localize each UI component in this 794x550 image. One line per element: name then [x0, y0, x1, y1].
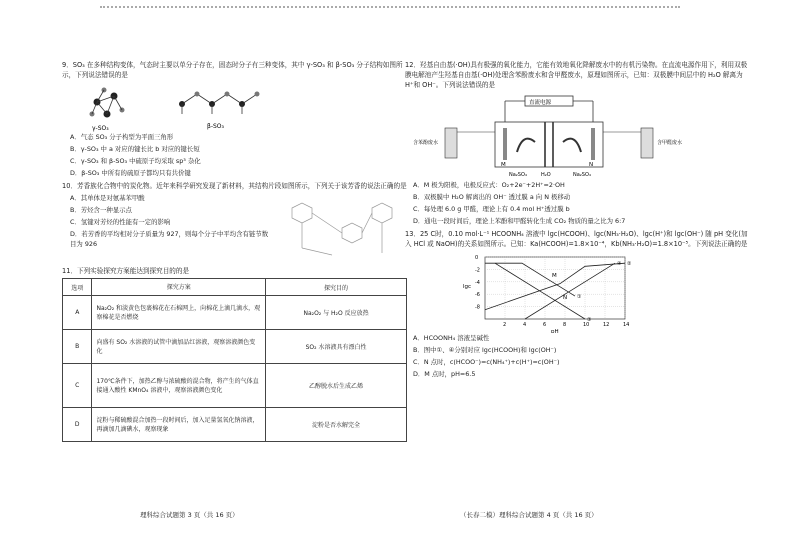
q13-option-d: D．M 点时，pH=6.5	[413, 370, 476, 378]
right-tank	[641, 128, 653, 158]
q9-option-c: C．γ-SO₃ 和 β-SO₃ 中硫原子均采取 sp³ 杂化	[70, 157, 201, 165]
left-solution-label: Na₂SO₄	[509, 172, 527, 178]
q13-option-b: B．图中①、④分别对应 lgc(HCOOH)和 lgc(OH⁻)	[413, 346, 557, 354]
q11-table	[62, 278, 407, 442]
q11-stem: 11．下列实验探究方案能达到探究目的的是	[62, 267, 190, 275]
x-tick-label: 2	[503, 322, 507, 328]
series-line	[495, 263, 585, 319]
series-label: ③	[587, 317, 592, 323]
row-c-goal: 乙醇脱水后生成乙烯	[266, 364, 407, 408]
x-tick-label: 6	[543, 322, 547, 328]
left-tank	[445, 128, 457, 158]
y-tick-label: -2	[475, 267, 480, 274]
gamma-so3-figure	[90, 88, 125, 133]
electrode-n-label: N	[589, 162, 594, 168]
footer-left: 理科综合试题第 3 页（共 16 页）	[140, 511, 239, 519]
plot-frame	[485, 257, 625, 319]
q10-body	[62, 193, 407, 263]
table-row	[63, 330, 407, 364]
y-axis-label: lgc	[463, 284, 472, 290]
q10-option-b: B．芳烃含一种显示点	[70, 206, 132, 214]
y-tick-label: -8	[475, 304, 480, 311]
series-label: ②	[627, 261, 632, 268]
y-tick-label: 0	[475, 255, 479, 261]
table-row	[63, 364, 407, 408]
row-b-plan: 向盛有 SO₂ 水溶液的试管中滴加品红溶液，观察溶液颜色变化	[92, 330, 266, 364]
q12-diagram	[405, 92, 750, 180]
y-tick-label: -4	[475, 279, 480, 286]
electrode-n	[591, 128, 595, 160]
right-solution-label: Na₂SO₄	[573, 172, 591, 178]
x-tick-label: 10	[583, 322, 590, 328]
row-a-key: A	[63, 296, 92, 330]
row-d-plan: 淀粉与稀硫酸混合加热一段时间后，加入足量氢氧化钠溶液，再滴加几滴碘水，观察现象	[92, 408, 266, 442]
series-line	[485, 263, 575, 296]
beta-so3-figure	[179, 92, 260, 131]
q9-option-d: D．β-SO₃ 中所有的硫原子都均只有共价键	[70, 169, 191, 177]
table-header-goal: 探究目的	[266, 279, 407, 296]
series-label: ①	[577, 294, 582, 301]
h2o-label: H₂O	[541, 172, 551, 178]
q13-option-c: C．N 点时，c(HCOO⁻)=c(NH₄⁺)+c(H⁺)=c(OH⁻)	[413, 358, 560, 366]
page-top-edge	[100, 0, 680, 8]
q10-option-d: D．若芳香的平均相对分子质量为 927，则每个分子中平均含有链节数目为 926	[70, 230, 269, 248]
cell-body	[495, 122, 603, 167]
point-m-label: M	[552, 272, 557, 279]
q10-options	[62, 193, 272, 263]
gamma-so3-label: γ-SO₃	[92, 125, 109, 132]
table-row	[63, 296, 407, 330]
x-tick-label: 14	[623, 322, 630, 328]
row-b-key: B	[63, 330, 92, 364]
row-a-plan: Na₂O₂ 和淡黄色包裹棉花在石棉网上，向棉花上滴几滴水，观察棉花是否燃烧	[92, 296, 266, 330]
q9-option-a: A．气态 SO₃ 分子构型为平面三角形	[70, 133, 174, 141]
row-c-plan: 170℃条件下，加热乙醇与浓硫酸的混合物，将产生的气体直接通入酸性 KMnO₄ 溶液中，观察溶液颜色变化	[92, 364, 266, 408]
so3-structures-figure	[62, 82, 312, 132]
q13-option-a: A．HCOONH₄ 溶液呈碱性	[413, 334, 490, 342]
right-column	[405, 60, 750, 381]
right-flow-arrow	[563, 139, 581, 152]
q10-option-c: C．氢键对芳烃的性能有一定的影响	[70, 218, 171, 226]
point-n-label: N	[563, 295, 568, 302]
q13-line-chart	[405, 251, 750, 333]
q9-option-b: B．γ-SO₃ 中 a 对应的键长比 b 对应的键长短	[70, 145, 200, 153]
q10-stem: 10．芳香族化合物中的炭化物。近年来科学研究发现了新材料，其结构片段如图所示，下列关于该芳香的说法正确的是	[62, 182, 407, 190]
x-tick-label: 8	[563, 322, 567, 328]
power-supply-label: 直流电源	[529, 100, 552, 106]
q12-stem: 12．羟基自由基(·OH)具有极强的氧化能力，它能有效地氧化降解废水中的有机污染物。在直流电源作用下，利用双极膜电解池产生羟基自由基(·OH)处理含苯酚废水和含甲醛废水，原理如图所示，已知：双极膜中间层中的 H₂O 解离为 H⁺和 OH⁻。下列说法错误的是	[405, 61, 748, 89]
electrode-m	[503, 128, 507, 160]
q13-chart	[405, 251, 750, 333]
left-feed-label: 含苯酚废水	[413, 140, 439, 146]
row-d-key: D	[63, 408, 92, 442]
x-tick-label: 12	[603, 322, 610, 328]
footer-right: （长春二模）理科综合试题第 4 页（共 16 页）	[460, 511, 598, 519]
row-c-key: C	[63, 364, 92, 408]
q12-option-d: D．通电一段时间后，理论上苯酚和甲醛转化生成 CO₂ 物质的量之比为 6:7	[413, 217, 626, 225]
q13-stem: 13．25 C时，0.10 mol·L⁻¹ HCOONH₄ 溶液中 lgc(HCOOH)、lgc(NH₃·H₂O)、lgc(H⁺)和 lgc(OH⁻) 随 pH 变化(加入 HCl 或 NaOH)的关系如图所示。已知：Ka(HCOOH)=1.8×10⁻⁴，Kb(NH₃·H₂O)=1.8×10⁻⁵。下列说法正确的是	[405, 230, 748, 248]
beta-so3-label: β-SO₃	[207, 123, 224, 130]
q9-stem: 9．SO₃ 在多种结构变体，气态时主要以单分子存在，固态时分子有三种变体，其中 γ-SO₃ 和 β-SO₃ 分子结构如图所示，下列说法错误的是	[62, 61, 403, 79]
x-axis-label: pH	[551, 329, 559, 333]
electrode-m-label: M	[501, 162, 506, 168]
q10-option-a: A．其单体是对氨基苯甲酸	[70, 194, 145, 202]
polymer-structure-figure	[272, 193, 402, 263]
q12-option-a: A．M 极为阳极，电极反应式：O₂+2e⁻+2H⁺=2·OH	[413, 181, 565, 189]
row-a-goal: Na₂O₂ 与 H₂O 反应放热	[266, 296, 407, 330]
left-column	[62, 60, 407, 442]
electrolysis-cell-figure	[405, 92, 750, 180]
table-row	[63, 408, 407, 442]
x-tick-label: 4	[523, 322, 527, 328]
row-b-goal: SO₂ 水溶液具有漂白性	[266, 330, 407, 364]
table-header-option: 选项	[63, 279, 92, 296]
q12-option-b: B．双极膜中 H₂O 解离出的 OH⁻ 透过膜 a 向 N 极移动	[413, 193, 571, 201]
q9-structures	[62, 82, 407, 132]
series-label: ④	[617, 261, 622, 268]
right-feed-label: 含甲醛废水	[657, 140, 683, 146]
q12-option-c: C．每处理 6.0 g 甲醛，理论上有 0.4 mol H⁺透过膜 b	[413, 205, 570, 213]
y-tick-label: -6	[475, 292, 480, 299]
left-flow-arrow	[517, 139, 535, 152]
row-d-goal: 淀粉是否水解完全	[266, 408, 407, 442]
table-header-plan: 探究方案	[92, 279, 266, 296]
table-header-row	[63, 279, 407, 296]
